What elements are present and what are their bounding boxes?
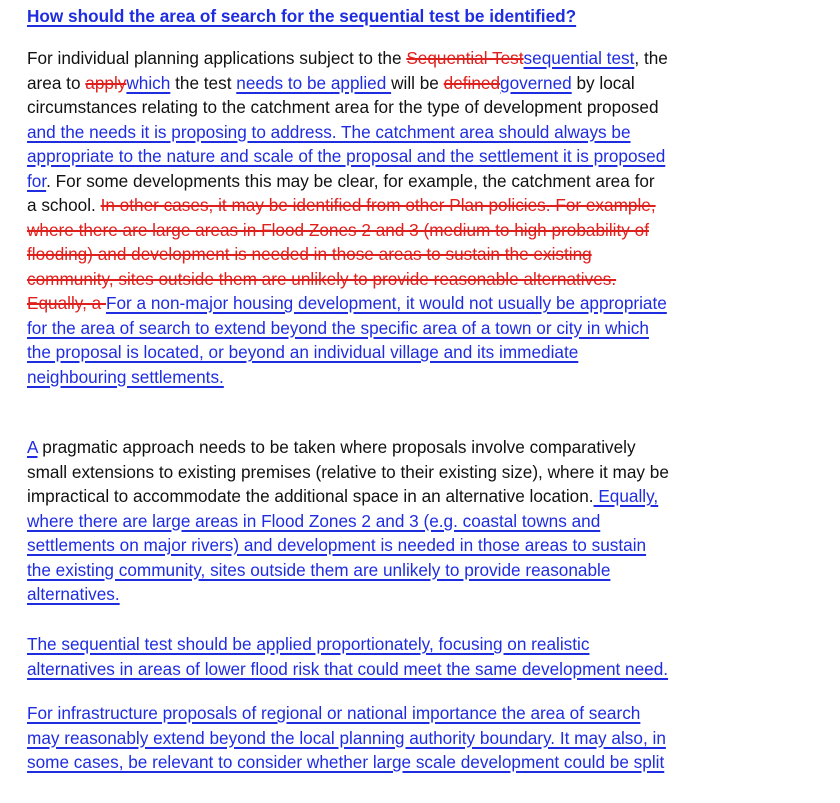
- inserted-text: appropriate to the nature and scale of the proposal and the settlement it is proposed: [27, 146, 666, 166]
- inserted-text: settlements on major rivers) and development is needed in those areas to sustain: [27, 535, 647, 555]
- text-run: impractical to accommodate the additional space in an alternative location.: [27, 486, 594, 506]
- inserted-text: alternatives.: [27, 584, 120, 604]
- text-line: [27, 97, 659, 118]
- text-line: [27, 342, 578, 363]
- text-run: circumstances relating to the catchment area for the type of development proposed: [27, 97, 659, 117]
- section-heading: How should the area of search for the sequential test be identified?: [27, 6, 577, 26]
- text-run: will be: [391, 72, 444, 93]
- text-line: [27, 367, 224, 388]
- inserted-text: The sequential test should be applied proportionately, focusing on realistic: [27, 634, 590, 654]
- inserted-text: the proposal is located, or beyond an individual village and its immediate: [27, 342, 579, 362]
- text-line: [27, 728, 666, 749]
- text-line: [27, 195, 656, 216]
- inserted-text: For infrastructure proposals of regional or national importance the area of search: [27, 703, 641, 723]
- inserted-text: Equally,: [593, 486, 659, 506]
- inserted-text: the existing community, sites outside them are unlikely to provide reasonable: [27, 559, 611, 580]
- deleted-text: Sequential Test: [406, 48, 524, 68]
- text-run: a school.: [27, 195, 101, 215]
- text-line: [27, 244, 592, 265]
- deleted-text: Equally, a: [27, 293, 106, 313]
- text-line: [27, 220, 649, 241]
- text-run: For individual planning applications subject to the: [27, 48, 407, 68]
- text-line: [27, 511, 600, 532]
- text-run: area to: [27, 72, 86, 93]
- text-run: small extensions to existing premises (relative to their existing size), where it may be: [27, 461, 669, 482]
- text-line: [27, 703, 640, 724]
- inserted-text: For a non-major housing development, it would not usually be appropriate: [105, 293, 667, 313]
- text-line: [27, 486, 658, 507]
- deleted-text: community, sites outside them are unlikely to provide reasonable alternatives.: [27, 268, 617, 289]
- text-line: [27, 535, 646, 556]
- text-line: [27, 752, 664, 773]
- inserted-text: some cases, be relevant to consider whether large scale development could be split: [27, 752, 665, 772]
- inserted-text: for: [27, 170, 47, 191]
- deleted-text: where there are large areas in Flood Zones 2 and 3 (medium to high probability of: [27, 219, 649, 240]
- inserted-text: sequential test: [523, 48, 635, 68]
- text-line: [27, 634, 589, 655]
- deleted-text: In other cases, it may be identified from other Plan policies. For example,: [100, 195, 656, 215]
- inserted-text: neighbouring settlements.: [27, 366, 224, 387]
- text-line: [27, 560, 610, 581]
- text-line: [27, 659, 668, 680]
- deleted-text: defined: [443, 72, 501, 93]
- text-line: [27, 269, 616, 290]
- inserted-text: for the area of search to extend beyond the specific area of a town or city in which: [27, 317, 649, 338]
- deleted-text: flooding) and development is needed in those areas to sustain the existing: [27, 244, 592, 264]
- inserted-text: which: [126, 72, 171, 93]
- text-line: [27, 462, 669, 483]
- text-line: [27, 293, 667, 314]
- text-run: pragmatic approach needs to be taken where proposals involve comparatively: [37, 437, 636, 457]
- inserted-text: where there are large areas in Flood Zones 2 and 3 (e.g. coastal towns and: [27, 510, 601, 531]
- text-run: , the: [634, 48, 668, 68]
- text-line: [27, 584, 120, 605]
- text-line: [27, 48, 668, 69]
- text-line: [27, 437, 636, 458]
- text-run: . For some developments this may be clear, for example, the catchment area for: [46, 170, 655, 191]
- text-line: [27, 73, 635, 94]
- inserted-text: may reasonably extend beyond the local planning authority boundary. It may also, in: [27, 727, 666, 748]
- text-line: [27, 146, 665, 167]
- text-run: the test: [170, 72, 237, 93]
- text-line: [27, 122, 631, 143]
- text-run: by local: [571, 72, 635, 93]
- inserted-text: A: [27, 437, 38, 457]
- inserted-text: governed: [500, 72, 572, 93]
- inserted-text: and the needs it is proposing to address. The catchment area should always be: [27, 121, 631, 142]
- inserted-text: needs to be applied: [236, 72, 392, 93]
- text-line: [27, 171, 655, 192]
- text-line: [27, 318, 649, 339]
- inserted-text: alternatives in areas of lower flood risk that could meet the same development need.: [27, 658, 669, 679]
- deleted-text: apply: [85, 72, 127, 93]
